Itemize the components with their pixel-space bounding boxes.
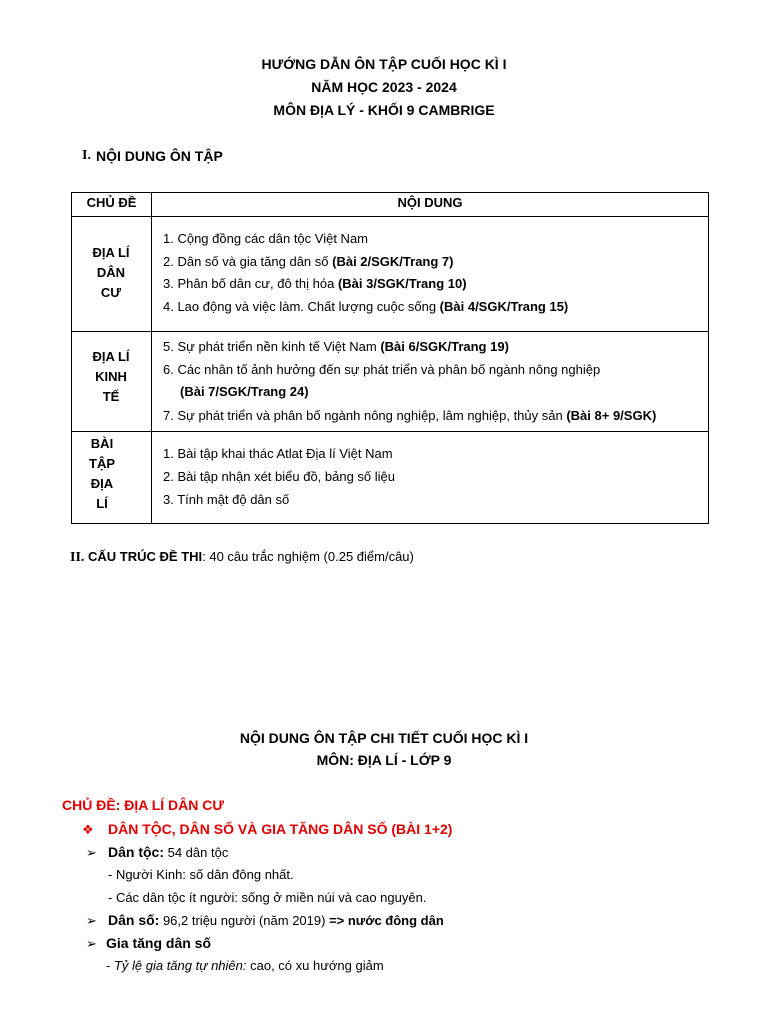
topic-heading: CHỦ ĐỀ: ĐỊA LÍ DÂN CƯ — [62, 797, 224, 813]
bullet-sub-item: - Tỷ lệ gia tăng tự nhiên: cao, có xu hướng giảm — [106, 958, 384, 973]
arrow-bullet-icon: ➢ — [86, 845, 97, 860]
list-item: 3. Tính mật độ dân số — [163, 492, 290, 507]
list-item: 1. Bài tập khai thác Atlat Địa lí Việt Nam — [163, 446, 393, 461]
table-row-topic: ĐỊA LÍ KINH TẾ — [92, 349, 130, 404]
table-header-content: NỘI DUNG — [397, 195, 463, 210]
list-item: 4. Lao động và việc làm. Chất lượng cuộc sống (Bài 4/SGK/Trang 15) — [163, 299, 569, 314]
doc-title-line-1: HƯỚNG DẪN ÔN TẬP CUỐI HỌC KÌ I — [261, 56, 507, 72]
diamond-bullet-icon: ❖ — [82, 822, 94, 837]
table-row-topic: ĐỊA LÍ DÂN CƯ — [92, 245, 130, 300]
bullet-sub-item: - Người Kinh: số dân đông nhất. — [108, 867, 294, 882]
doc-title-line-2: NĂM HỌC 2023 - 2024 — [311, 79, 457, 95]
list-item: 7. Sự phát triển và phân bố ngành nông nghiệp, lâm nghiệp, thủy sản (Bài 8+ 9/SGK) — [163, 408, 657, 423]
list-item: 1. Cộng đồng các dân tộc Việt Nam — [163, 231, 368, 246]
bullet-ethnic-groups: Dân tộc: 54 dân tộc — [108, 844, 229, 860]
subtopic-heading: DÂN TỘC, DÂN SỐ VÀ GIA TĂNG DÂN SỐ (BÀI 1+2) — [108, 821, 453, 837]
list-item: 2. Dân số và gia tăng dân số (Bài 2/SGK/Trang 7) — [163, 254, 454, 269]
section-1-number: I. — [82, 148, 91, 163]
list-item: (Bài 7/SGK/Trang 24) — [180, 384, 309, 399]
arrow-bullet-icon: ➢ — [86, 936, 97, 951]
list-item: 5. Sự phát triển nền kinh tế Việt Nam (Bài 6/SGK/Trang 19) — [163, 339, 509, 354]
list-item: 3. Phân bố dân cư, đô thị hóa (Bài 3/SGK/Trang 10) — [163, 276, 467, 291]
detail-title-1: NỘI DUNG ÔN TẬP CHI TIẾT CUỐI HỌC KÌ I — [239, 730, 529, 746]
bullet-sub-item: - Các dân tộc ít người: sống ở miền núi và cao nguyên. — [108, 890, 427, 905]
list-item: 2. Bài tập nhận xét biểu đồ, bảng số liệu — [163, 469, 396, 484]
section-2: II. CẤU TRÚC ĐỀ THI: 40 câu trắc nghiệm (0.25 điểm/câu) — [70, 549, 414, 565]
bullet-population-growth: Gia tăng dân số — [106, 935, 212, 951]
table-header-topic: CHỦ ĐỀ — [86, 195, 137, 210]
detail-title-2: MÔN: ĐỊA LÍ - LỚP 9 — [316, 752, 452, 768]
section-1-title: NỘI DUNG ÔN TẬP — [96, 148, 223, 164]
doc-title-line-3: MÔN ĐỊA LÝ - KHỐI 9 CAMBRIGE — [273, 102, 495, 118]
arrow-bullet-icon: ➢ — [86, 913, 97, 928]
bullet-population: Dân số: 96,2 triệu người (năm 2019) => nước đông dân — [108, 912, 444, 928]
list-item: 6. Các nhân tố ảnh hưởng đến sự phát triển và phân bố ngành nông nghiệp — [163, 362, 601, 377]
table-row-topic: BÀI TẬP ĐỊA LÍ — [89, 436, 115, 511]
